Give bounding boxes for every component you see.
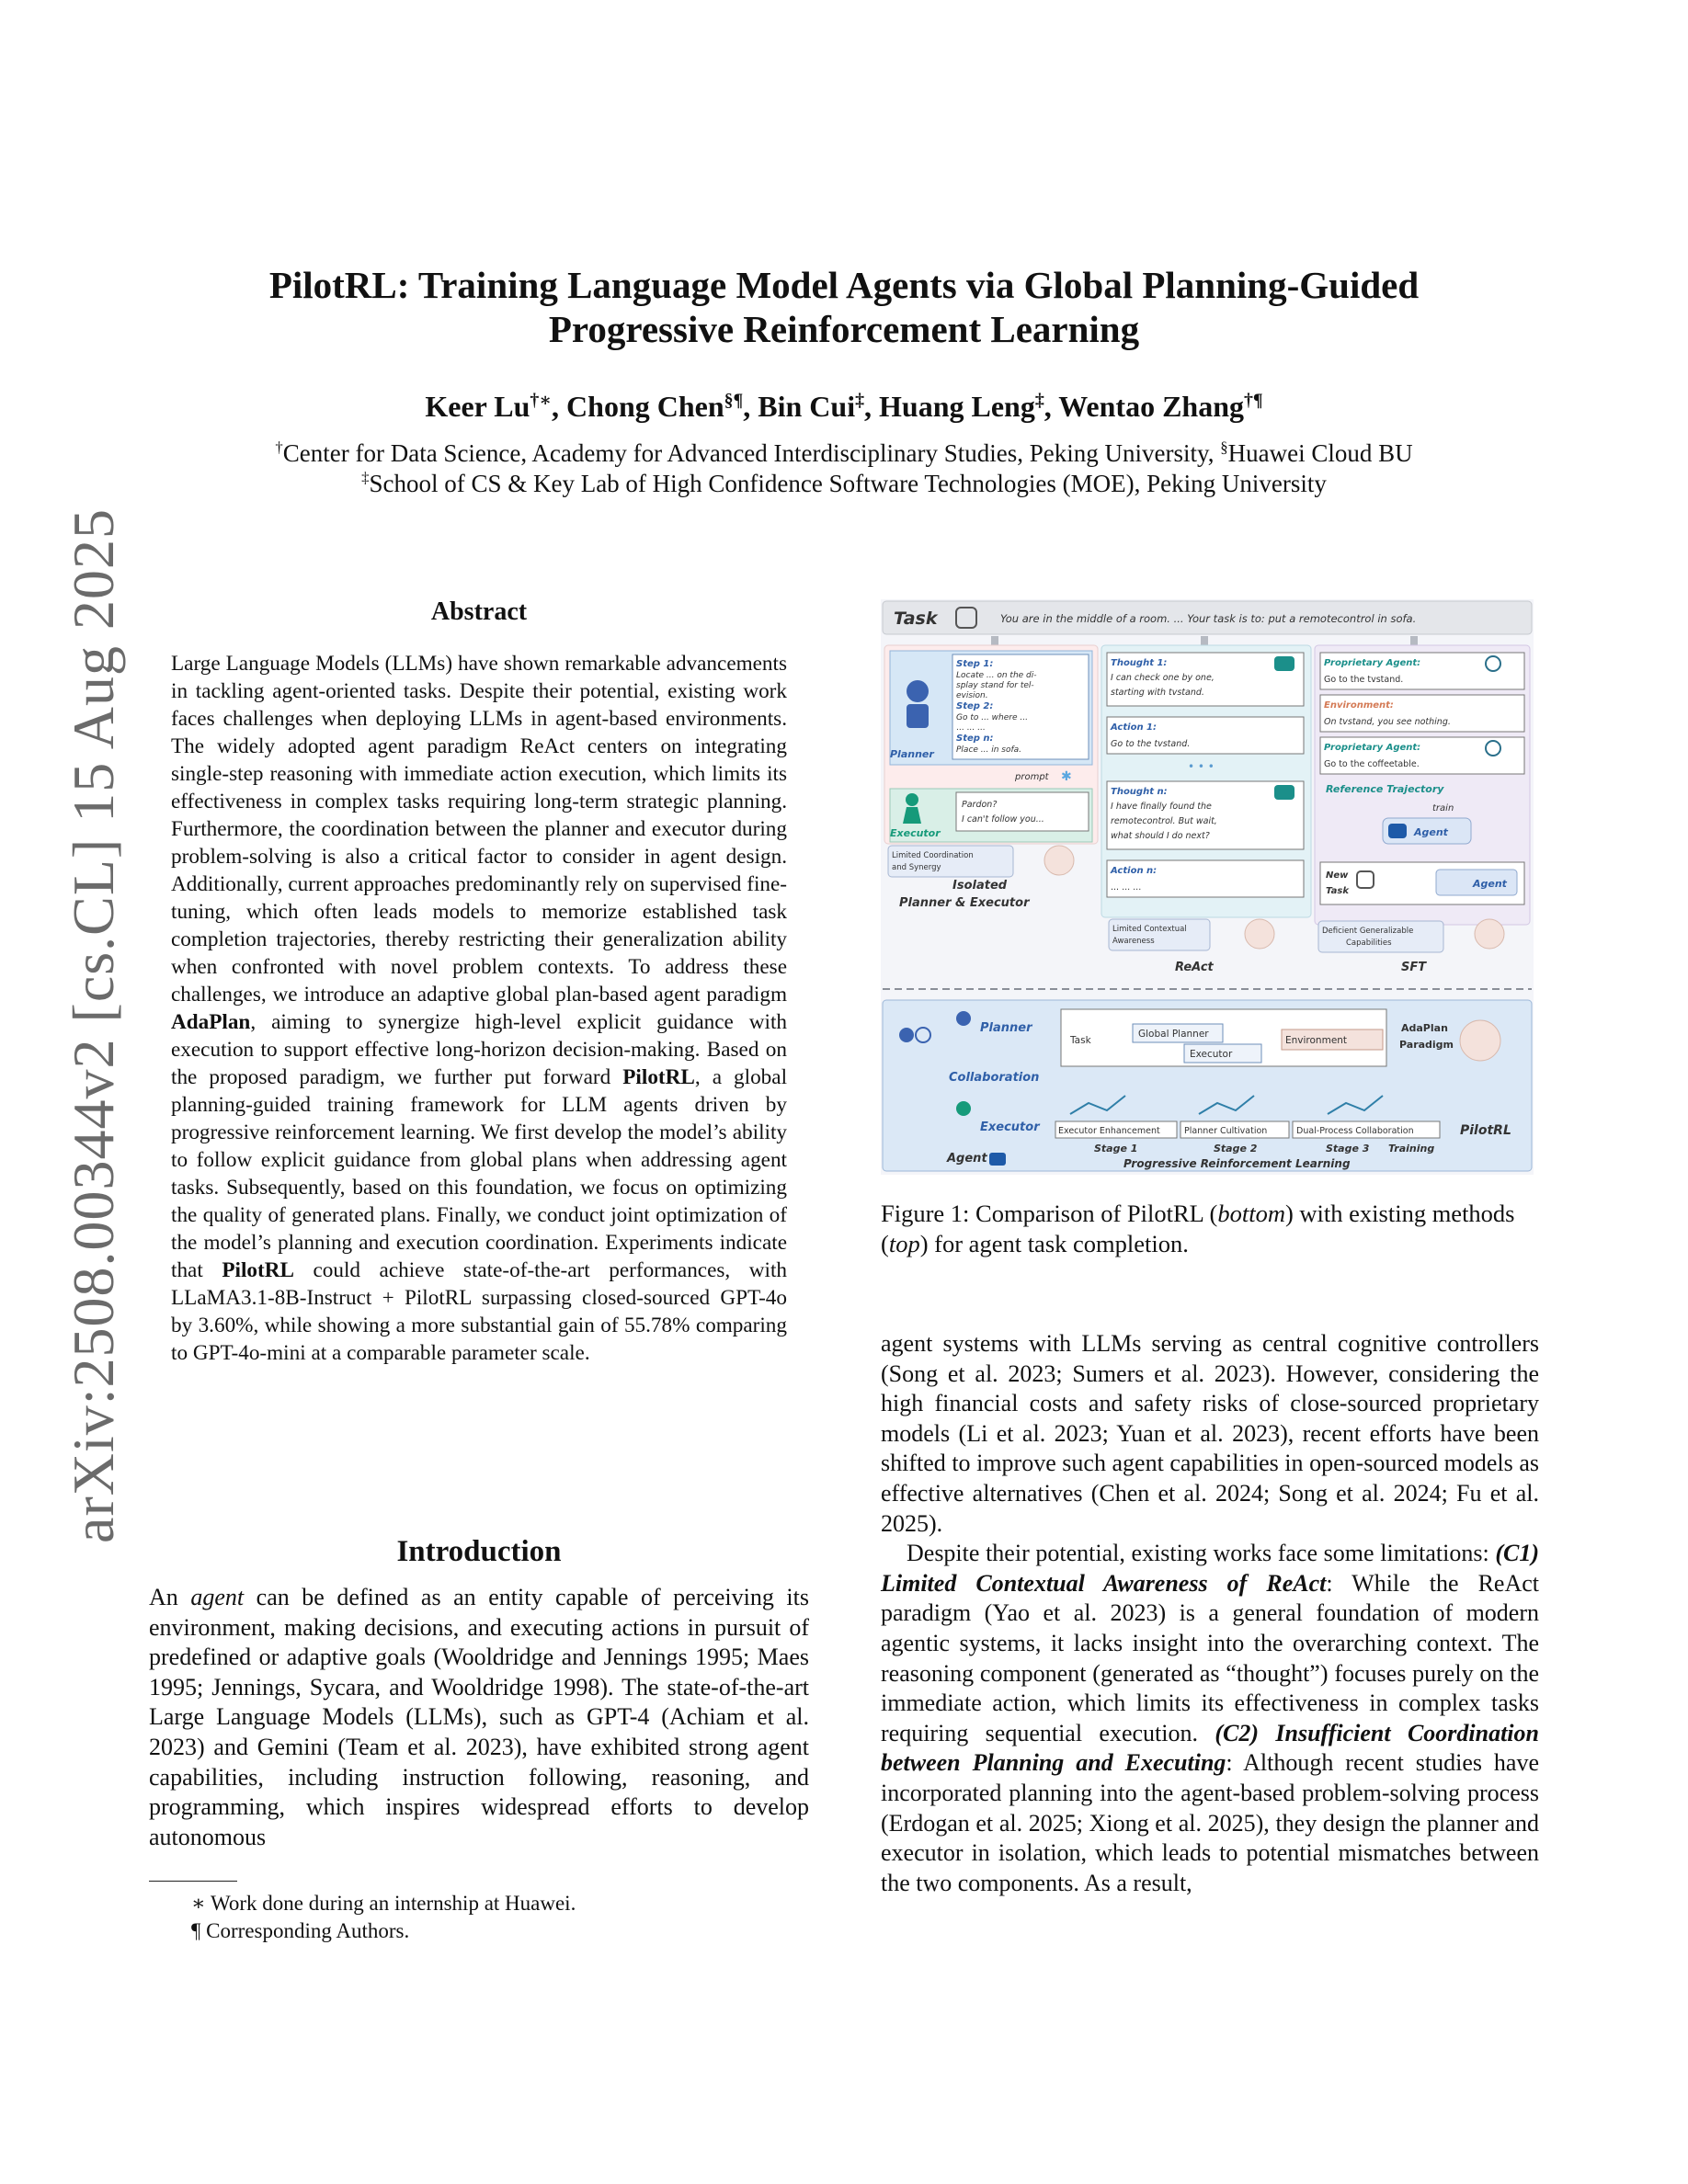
pardon-bubble <box>956 792 1089 831</box>
proprietary-agent-1-text: Go to the tvstand. <box>1324 675 1404 685</box>
author-mark: ‡ <box>1034 390 1044 411</box>
action-1-heading: Action 1: <box>1111 722 1157 733</box>
new-task-label: New Task <box>1326 870 1349 896</box>
paper-title <box>147 263 1541 351</box>
abstract-body <box>171 650 787 1367</box>
adaplan-label-1: AdaPlan <box>1401 1022 1448 1034</box>
abstract-bold-term: AdaPlan <box>171 1010 251 1034</box>
affiliation-mark: † <box>275 438 283 456</box>
caption-text: ) with existing methods ( <box>881 1200 1515 1257</box>
caption-italic: bottom <box>1217 1200 1285 1227</box>
paragraph-text: : While the ReAct paradigm (Yao et al. 2023) is a general foundation of modern agentic systems, it lacks insight into the overarching context. The reasoning component (generated as “thought”) focuses purely on the immediate action, which limits its effectiveness in complex tasks requiring sequential execution. <box>881 1569 1540 1746</box>
task-label: Task <box>894 609 938 629</box>
author-mark: §¶ <box>724 390 744 411</box>
arxiv-identifier: arXiv:2508.00344v2 [cs.CL] 15 Aug 2025 <box>61 508 126 1543</box>
title-line-1: PilotRL: Training Language Model Agents via Global Planning-Guided <box>268 264 1420 306</box>
environment-heading: Environment: <box>1324 700 1394 711</box>
deficient-text: Deficient Generalizable Capabilities <box>1322 927 1414 948</box>
baby-face-icon <box>1044 846 1074 875</box>
intro-text: An <box>149 1584 191 1610</box>
planner-body-icon <box>907 704 929 728</box>
step-2-heading: Step 2: <box>956 701 994 711</box>
baby-face-icon <box>1460 1020 1500 1061</box>
environment-text: On tvstand, you see nothing. <box>1324 717 1451 727</box>
baby-face-icon <box>1245 919 1274 949</box>
author-name: Chong Chen <box>566 390 724 423</box>
affiliation-mark: ‡ <box>361 469 370 486</box>
stage-2-label: Stage 2 <box>1214 1143 1258 1155</box>
affiliations <box>147 438 1541 499</box>
author-mark: †∗ <box>530 390 553 411</box>
flow-executor-label: Executor <box>1190 1049 1233 1060</box>
task-text: You are in the middle of a room. ... Your task is to: put a remotecontrol in sofa. <box>1000 612 1417 625</box>
caption-italic: top <box>888 1230 920 1257</box>
agent-label-2: Agent <box>1473 878 1507 890</box>
abstract-bold-term: PilotRL <box>222 1258 294 1282</box>
affiliation-line-2 <box>147 469 1541 499</box>
flow-environment-label: Environment <box>1285 1035 1348 1046</box>
proprietary-agent-2-heading: Proprietary Agent: <box>1324 743 1421 753</box>
isolated-title-2: Planner & Executor <box>899 896 1030 910</box>
robot-icon <box>1274 656 1295 671</box>
paragraph: agent systems with LLMs serving as central cognitive controllers (Song et al. 2023; Sumers et al. 2023). However, considering the high financial costs and safety risks of close-sourced proprietary models (Li et al. 2023; Yuan et al. 2023), recent efforts have been shifted to improve such agent capabilities in open-sourced models as effective alternatives (Chen et al. 2024; Song et al. 2024; Fu et al. 2025). <box>881 1330 1539 1537</box>
action-n-text: ... ... ... <box>1111 882 1142 893</box>
author-name: Bin Cui <box>758 390 856 423</box>
author-name: Wentao Zhang <box>1058 390 1245 423</box>
training-label: Training <box>1388 1143 1435 1155</box>
thought-1-heading: Thought 1: <box>1111 658 1168 668</box>
react-title: ReAct <box>1175 961 1214 974</box>
affiliation-text: School of CS & Key Lab of High Confidence Software Technologies (MOE), Peking University <box>369 470 1327 497</box>
flow-task-label: Task <box>1070 1035 1091 1046</box>
executor-runner-icon <box>906 793 918 806</box>
caption-text: Figure 1: Comparison of PilotRL ( <box>881 1200 1218 1227</box>
intro-text: can be defined as an entity capable of perceiving its environment, making decisions, and executing actions in pursuit of predefined or adaptive goals (Wooldridge and Jennings 1995; Maes 1995; Jennings, Sycara, and Wooldridge 1998). The state-of-the-art Large Language Models (LLMs), such as GPT-4 (Achiam et al. 2023) and Gemini (Team et al. 2023), have exhibited strong agent capabilities, including instruction following, reasoning, and programming, which inspires widespread efforts to develop autonomous <box>149 1584 810 1850</box>
pilotrl-executor-label: Executor <box>980 1120 1040 1134</box>
figure-1-diagram <box>881 599 1534 1175</box>
footnotes <box>191 1890 576 1945</box>
pilotrl-collaboration-label: Collaboration <box>949 1071 1040 1085</box>
global-planner-label: Global Planner <box>1138 1029 1209 1040</box>
affiliation-line-1 <box>147 438 1541 469</box>
executor-label: Executor <box>890 827 941 839</box>
planner-label: Planner <box>890 748 934 760</box>
sft-title: SFT <box>1401 961 1427 974</box>
affiliation-text: Center for Data Science, Academy for Advanced Interdisciplinary Studies, Peking University, <box>282 439 1215 467</box>
executor-runner-icon <box>956 1101 971 1116</box>
abstract-text: , aiming to synergize high-level explicit guidance with execution to support effective long-horizon decision-making. Based on the proposed paradigm, we further put forward <box>171 1010 787 1089</box>
stage-3-label: Stage 3 <box>1326 1143 1370 1155</box>
collaboration-people-icon <box>899 1028 914 1042</box>
footnote: ∗ Work done during an internship at Huawei. <box>191 1892 576 1915</box>
step-n-heading: Step n: <box>956 734 994 744</box>
abstract-bold-term: PilotRL <box>622 1065 695 1089</box>
author-list: Keer Lu†∗, Chong Chen§¶, Bin Cui‡, Huang Leng‡, Wentao Zhang†¶ <box>425 390 1263 423</box>
challenge-c2: (C2) Insufficient Coordination between Planning and Executing <box>881 1719 1539 1777</box>
step-1-heading: Step 1: <box>956 659 994 669</box>
abstract-text: , a global planning-guided training framework for LLM agents driven by progressive reinforcement learning. We first develop the model’s ability to follow explicit guidance from global plans when addressing agent tasks. Subsequently, based on this foundation, we focus on optimizing the quality of generated plans. Finally, we conduct joint optimization of the model’s planning and execution coordination. Experiments indicate that <box>171 1065 788 1282</box>
prompt-label: prompt <box>1015 772 1049 782</box>
footnote: ¶ Corresponding Authors. <box>191 1919 410 1942</box>
right-column-body <box>881 1329 1539 1898</box>
stage-box-2-label: Planner Cultivation <box>1184 1126 1268 1136</box>
planner-person-icon <box>956 1011 971 1026</box>
caption-text: ) for agent task completion. <box>919 1230 1189 1257</box>
action-1-text: Go to the tvstand. <box>1111 739 1191 749</box>
step-2-text: Go to ... where ... <box>956 713 1028 722</box>
agent-label: Agent <box>1414 826 1448 838</box>
train-label: train <box>1432 803 1454 813</box>
challenge-c1: (C1) Limited Contextual Awareness of ReAct <box>881 1540 1539 1597</box>
abstract-text: Large Language Models (LLMs) have shown remarkable advancements in tackling agent-oriented tasks. Despite their potential, existing work faces challenges when deploying LLMs in agent-based environments. The widely adopted agent paradigm ReAct centers on integrating single-step reasoning with immediate action execution, which limits its effectiveness in complex tasks requiring long-term strategic planning. Furthermore, the coordination between the planner and executor during problem-solving is also a critical factor to consider in agent design. Additionally, current approaches predominantly rely on supervised fine-tuning, which often leads models to memorize established task completion trajectories, thereby restricting their generalization ability when confronted with novel problem contexts. To address these challenges, we introduce an adaptive global plan-based agent paradigm <box>171 652 787 1007</box>
isolated-title-1: Isolated <box>952 879 1008 893</box>
robot-icon <box>1388 824 1407 838</box>
abstract-text: could achieve state-of-the-art performances, with LLaMA3.1-8B-Instruct + PilotRL surpassing closed-sourced GPT-4o by 3.60%, while showing a more substantial gain of 55.78% comparing to GPT-4o-mini at a comparable parameter scale. <box>171 1258 787 1365</box>
action-n-heading: Action n: <box>1111 866 1158 876</box>
limited-coordination-text: Limited Coordination and Synergy <box>892 851 974 872</box>
stage-1-label: Stage 1 <box>1094 1143 1138 1155</box>
figure-caption <box>881 1199 1539 1259</box>
stage-box-1-label: Executor Enhancement <box>1058 1126 1160 1136</box>
introduction-body <box>149 1583 809 1852</box>
author-mark: ‡ <box>855 390 865 411</box>
planner-person-icon <box>907 680 929 702</box>
author-name: Huang Leng <box>879 390 1035 423</box>
step-ellipsis: ... ... ... <box>956 723 986 733</box>
pilotrl-label: PilotRL <box>1460 1123 1511 1138</box>
affiliation-mark: § <box>1220 438 1228 456</box>
baby-face-icon <box>1475 919 1504 949</box>
ellipsis-dots: • • • <box>1188 760 1215 773</box>
snowflake-icon: ✱ <box>1061 769 1072 784</box>
proprietary-agent-2-text: Go to the coffeetable. <box>1324 759 1420 769</box>
progressive-rl-label: Progressive Reinforcement Learning <box>1123 1157 1351 1170</box>
adaplan-label-2: Paradigm <box>1399 1039 1454 1051</box>
step-1-text: Locate ... on the di-splay stand for tel-evision. <box>956 671 1037 700</box>
robot-icon <box>989 1153 1006 1166</box>
pilotrl-agent-label: Agent <box>947 1152 987 1166</box>
paragraph-text: : Although recent studies have incorporated planning into the agent-based problem-solving process (Erdogan et al. 2025; Xiong et al. 2025), they design the planner and executor in isolation, which leads to potential mismatches between the two components. As a result, <box>881 1749 1539 1896</box>
pilotrl-planner-label: Planner <box>980 1021 1032 1035</box>
author-mark: †¶ <box>1244 390 1263 411</box>
affiliation-text: Huawei Cloud BU <box>1227 439 1413 467</box>
intro-italic-term: agent <box>190 1584 245 1610</box>
author-name: Keer Lu <box>425 390 530 423</box>
paragraph-text: Despite their potential, existing works face some limitations: <box>907 1540 1496 1567</box>
limited-context-text: Limited Contextual Awareness <box>1112 925 1187 946</box>
thought-1-text: I can check one by one, starting with tvstand. <box>1111 673 1215 698</box>
proprietary-agent-1-heading: Proprietary Agent: <box>1324 658 1421 668</box>
abstract-heading: Abstract <box>430 597 528 626</box>
step-n-text: Place ... in sofa. <box>956 745 1022 755</box>
stage-box-3-label: Dual-Process Collaboration <box>1296 1126 1414 1136</box>
figure-1 <box>881 599 1534 1175</box>
title-line-2: Progressive Reinforcement Learning <box>548 308 1140 350</box>
thought-n-text: I have finally found the remotecontrol. But wait, what should I do next? <box>1111 802 1217 841</box>
footnote-rule <box>149 1881 237 1882</box>
paragraph <box>881 1539 1539 1898</box>
introduction-heading: Introduction <box>396 1535 562 1568</box>
robot-icon <box>1274 785 1295 800</box>
pardon-text: Pardon? I can't follow you... <box>962 800 1044 825</box>
reference-trajectory-label: Reference Trajectory <box>1326 783 1444 795</box>
thought-n-heading: Thought n: <box>1111 787 1168 797</box>
